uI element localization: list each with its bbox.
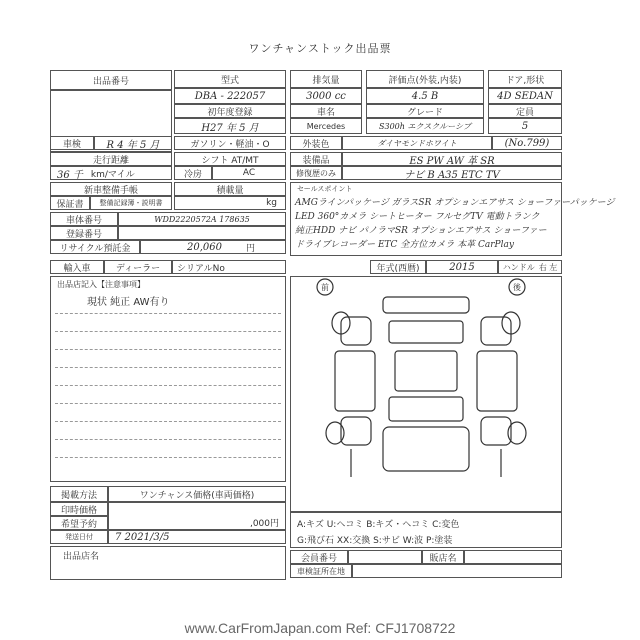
model-value: DBA - 222057	[174, 88, 286, 104]
remarks-line	[55, 331, 281, 332]
grade-score-label: 評価点(外装,内装)	[366, 70, 484, 88]
legend-line-2: G:飛び石 XX:交換 S:サビ W:波 P:塗装	[297, 536, 453, 546]
fuel-label: ガソリン・軽油・O	[174, 136, 286, 150]
color-label: 外装色	[290, 136, 342, 150]
recycle-value: 20,060	[186, 241, 222, 253]
recycle-label: リサイクル預託金	[50, 240, 140, 254]
price-currency: ,000円	[249, 519, 279, 529]
car-name-label: 車名	[290, 104, 362, 118]
chassis-label: 車体番号	[50, 212, 118, 226]
remarks-line	[55, 385, 281, 386]
door-shape-label: ドア,形状	[488, 70, 562, 88]
start-label: 印時価格	[50, 502, 108, 516]
reserve-label: 希望予約	[50, 516, 108, 530]
mileage-box	[50, 166, 172, 180]
remarks-label: 出品店記入【注意事項】	[57, 280, 145, 289]
price-label: ワンチャンス価格(車両価格)	[108, 486, 286, 502]
loading-unit: kg	[174, 196, 286, 210]
serial-label: シリアルNo	[172, 260, 286, 274]
seats-value: 5	[488, 118, 562, 134]
loading-label: 積載量	[174, 182, 286, 196]
equipment-label: 装備品	[290, 152, 342, 166]
date-value: 7 2021/3/5	[108, 530, 286, 544]
car-grade-value: S300h エクスクルーシブ	[366, 118, 484, 134]
remarks-box	[50, 276, 286, 482]
left-rear-fender	[341, 417, 371, 445]
trunk-shape	[389, 397, 463, 421]
rear-lines	[351, 449, 501, 477]
chassis-value: WDD2220572A 178635	[118, 212, 286, 226]
remarks-line	[55, 457, 281, 458]
repair-label: 修復歴のみ	[290, 166, 342, 180]
registration-label: 登録番号	[50, 226, 118, 240]
sales-line-3: 純正HDD ナビ パノラマSR オプションエアサス ショーファー	[295, 226, 547, 236]
warranty-note: 整備記録簿・説明書	[90, 196, 172, 210]
legend-line-1: A:キズ U:ヘコミ B:キズ・ヘコミ C:変色	[297, 520, 460, 530]
left-front-fender	[341, 317, 371, 345]
legend-box	[290, 512, 562, 548]
seats-label: 定員	[488, 104, 562, 118]
recycle-unit: 円	[245, 243, 255, 254]
shop-label: 販店名	[422, 550, 464, 564]
color-number: (No.799)	[492, 136, 562, 150]
store-label: 出品店名	[63, 552, 100, 562]
roof-shape	[395, 351, 457, 391]
remarks-line	[55, 349, 281, 350]
car-diagram-box	[290, 276, 562, 512]
car-grade-label: グレード	[366, 104, 484, 118]
shift-label: シフト AT/MT	[174, 152, 286, 166]
sheet-title: ワンチャンストック出品票	[248, 42, 392, 55]
inspection-label: 車検	[50, 136, 94, 150]
member-box	[348, 550, 422, 564]
shop-box	[464, 550, 562, 564]
car-name-value: Mercedes	[290, 118, 362, 134]
lot-number-label: 出品番号	[50, 70, 172, 90]
year-value: 2015	[426, 260, 498, 274]
car-diagram	[291, 277, 561, 511]
recycle-box	[140, 240, 286, 254]
remarks-line	[55, 367, 281, 368]
sales-point-box	[290, 182, 615, 256]
import-label: 輸入車	[50, 260, 104, 274]
member-label: 会員番号	[290, 550, 348, 564]
front-bumper-shape	[383, 297, 469, 313]
vehicle-box	[352, 564, 562, 578]
inspection-value: R 4 年 5 月	[94, 136, 172, 150]
door-shape-value: 4D SEDAN	[488, 88, 562, 104]
year-label: 年式(西暦)	[370, 260, 426, 274]
displacement-label: 排気量	[290, 70, 362, 88]
mileage-value: 36 千	[57, 169, 83, 181]
rear-bumper-shape	[383, 427, 469, 471]
right-rear-fender	[481, 417, 511, 445]
store-box	[50, 546, 286, 580]
mileage-label: 走行距離	[50, 152, 172, 166]
handle-label: ハンドル	[502, 262, 535, 272]
rear-label: 後	[513, 283, 521, 292]
remarks-line	[55, 421, 281, 422]
remarks-line	[55, 313, 281, 314]
right-doors	[477, 351, 517, 411]
date-label: 発送日付	[50, 530, 108, 544]
handle-value: 右 左	[538, 262, 558, 272]
sales-line-2: LED 360°カメラ シートヒーター フルセグTV 電動トランク	[295, 212, 540, 222]
front-label: 前	[321, 283, 329, 292]
remarks-line	[55, 403, 281, 404]
sales-line-1: AMGラインパッケージ ガラスSR オプションエアサス ショーファーパッケージ	[295, 198, 615, 208]
mileage-unit: km/マイル	[90, 169, 135, 180]
owner-manual-label: 新車整備手帳	[50, 182, 172, 196]
model-label: 型式	[174, 70, 286, 88]
remarks-value: 現状 純正 AW有り	[87, 297, 170, 308]
equipment-value: ES PW AW 革 SR	[342, 152, 562, 166]
left-doors	[335, 351, 375, 411]
ac-value: AC	[212, 166, 286, 180]
first-registration-label: 初年度登録	[174, 104, 286, 118]
displacement-value: 3000 cc	[290, 88, 362, 104]
vehicle-label: 車検証所在地	[290, 564, 352, 578]
repair-value: ナビ B A35 ETC TV	[342, 166, 562, 180]
right-front-fender	[481, 317, 511, 345]
method-label: 掲載方法	[50, 486, 108, 502]
remarks-line	[55, 439, 281, 440]
import-value: ディーラー	[104, 260, 172, 274]
sales-point-label: セールスポイント	[297, 185, 353, 193]
warranty-label: 保証書	[50, 196, 90, 210]
color-value: ダイヤモンドホワイト	[342, 136, 492, 150]
watermark-footer: www.CarFromJapan.com Ref: CFJ1708722	[184, 620, 456, 636]
handle-box	[498, 260, 562, 274]
price-box	[108, 502, 286, 530]
ac-label: 冷房	[174, 166, 212, 180]
grade-score-value: 4.5 B	[366, 88, 484, 104]
registration-box	[118, 226, 286, 240]
first-registration-value: H27 年 5 月	[174, 118, 286, 134]
sales-line-4: ドライブレコーダー ETC 全方位カメラ 本革 CarPlay	[295, 240, 514, 250]
hood-shape	[389, 321, 463, 343]
